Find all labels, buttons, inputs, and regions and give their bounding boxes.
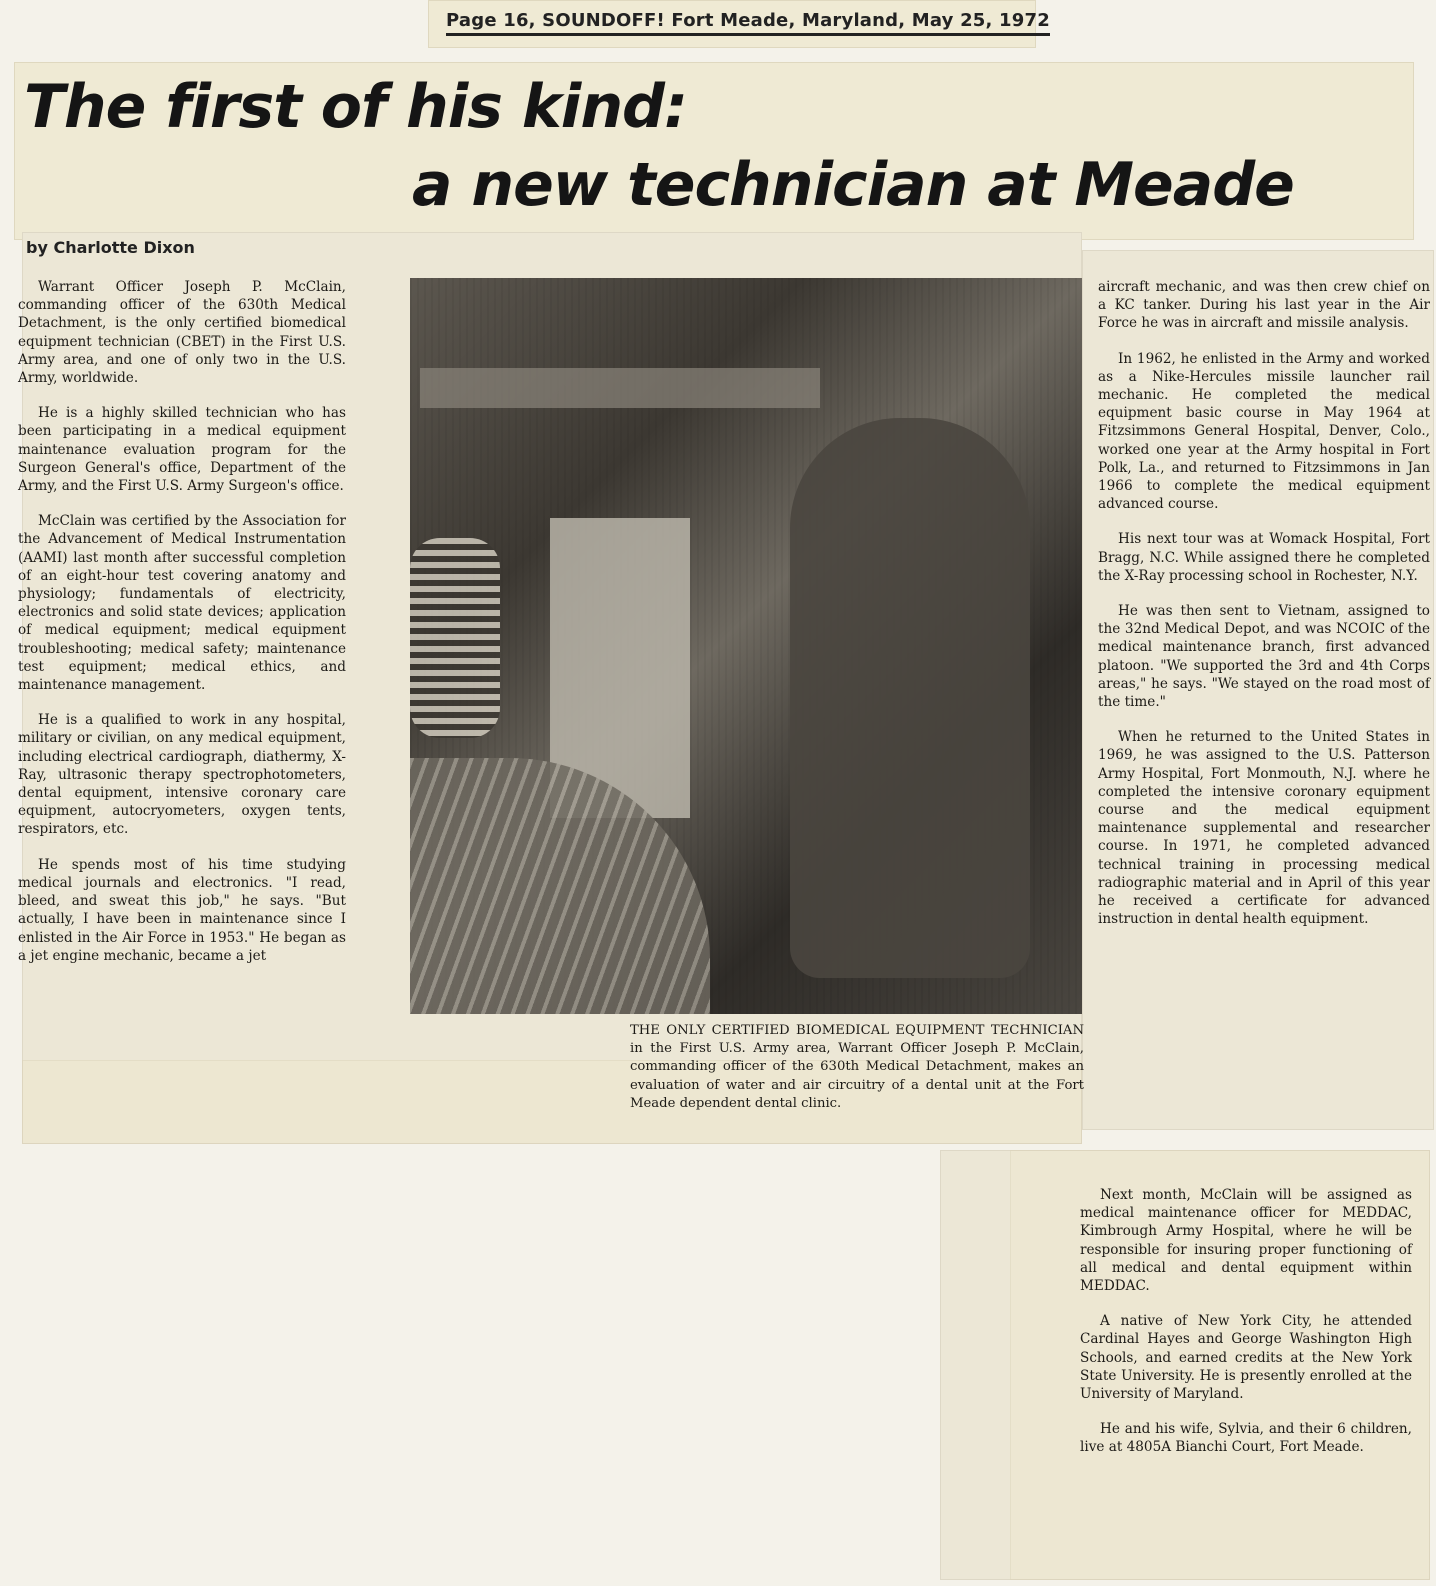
column-1-paragraph: He is a highly skilled technician who has been participating in a medical equipment maintenance evaluation program for the Surgeon General's office, Department of the Army, and the First U.S. Army Surgeon's office. <box>18 405 346 495</box>
column-1-paragraph: He spends most of his time studying medical journals and electronics. "I read, bleed, and sweat this job," he says. "But actually, I have been in maintenance since I enlisted in the Air Force in 1953." He began as a jet engine mechanic, became a jet <box>18 856 346 964</box>
column-4-paragraph: A native of New York City, he attended Cardinal Hayes and George Washington High Schools, and earned credits at the New York State University. He is presently enrolled at the University of Maryland. <box>1080 1313 1412 1403</box>
byline: by Charlotte Dixon <box>26 238 195 257</box>
article-column-1 <box>18 278 346 982</box>
column-1-paragraph: Warrant Officer Joseph P. McClain, commanding officer of the 630th Medical Detachment, is the only certified biomedical equipment technician (CBET) in the First U.S. Army area, and one of only two in the U.S. Army, worldwide. <box>18 279 346 387</box>
column-3-paragraph: He was then sent to Vietnam, assigned to the 32nd Medical Depot, and was NCOIC of the medical maintenance branch, first advanced platoon. "We supported the 3rd and 4th Corps areas," he says. "We stayed on the road most of the time." <box>1098 603 1430 711</box>
column-3-paragraph: His next tour was at Womack Hospital, Fort Bragg, N.C. While assigned there he completed the X-Ray processing school in Rochester, N.Y. <box>1098 531 1430 584</box>
column-1-paragraph: He is a qualified to work in any hospital, military or civilian, on any medical equipment, including electrical cardiograph, diathermy, X-Ray, ultrasonic therapy spectrophotometers, dental equipment, intensive coronary care equipment, autocryometers, oxygen tents, respirators, etc. <box>18 712 346 838</box>
column-1-paragraph: McClain was certified by the Association for the Advancement of Medical Instrumentation (AAMI) last month after successful completion of an eight-hour test covering anatomy and physiology; fundamentals of electricity, electronics and solid state devices; application of medical equipment; medical equipment troubleshooting; medical safety; maintenance test equipment; medical ethics, and maintenance management. <box>18 513 346 694</box>
column-3-paragraph: aircraft mechanic, and was then crew chief on a KC tanker. During his last year in the Air Force he was in aircraft and missile analysis. <box>1098 279 1430 332</box>
photo-equipment-frame <box>420 368 820 408</box>
column-4-paragraph: He and his wife, Sylvia, and their 6 children, live at 4805A Bianchi Court, Fort Meade. <box>1080 1421 1412 1456</box>
headline-line-2: a new technician at Meade <box>412 150 1294 220</box>
photo-coiled-tube <box>410 538 500 738</box>
article-column-4 <box>1080 1186 1412 1474</box>
dateline: Page 16, SOUNDOFF! Fort Meade, Maryland, May 25, 1972 <box>446 10 1050 36</box>
column-3-paragraph: In 1962, he enlisted in the Army and worked as a Nike-Hercules missile launcher rail mechanic. He completed the medical equipment basic course in May 1964 at Fitzsimmons General Hospital, Denver, Colo., worked one year at the Army hospital in Fort Polk, La., and returned to Fitzsimmons in Jan 1966 to complete the medical equipment advanced course. <box>1098 350 1430 513</box>
headline-line-1: The first of his kind: <box>24 72 687 142</box>
photo-technician <box>790 418 1030 978</box>
photo-caption: THE ONLY CERTIFIED BIOMEDICAL EQUIPMENT TECHNICIAN in the First U.S. Army area, Warrant Officer Joseph P. McClain, commanding officer of the 630th Medical Detachment, makes an evaluation of water and air circuitry of a dental unit at the Fort Meade dependent dental clinic. <box>630 1023 1084 1111</box>
column-3-paragraph: When he returned to the United States in 1969, he was assigned to the U.S. Patterson Army Hospital, Fort Monmouth, N.J. where he completed the intensive coronary equipment course and the medical equipment maintenance supplemental and researcher course. In 1971, he completed advanced technical training in processing medical radiographic material and in April of this year he received a certificate for advanced instruction in dental health equipment. <box>1098 729 1430 928</box>
column-4-paragraph: Next month, McClain will be assigned as medical maintenance officer for MEDDAC, Kimbrough Army Hospital, where he will be responsible for insuring proper functioning of all medical and dental equipment within MEDDAC. <box>1080 1187 1412 1295</box>
article-column-3 <box>1098 278 1430 946</box>
article-photo <box>410 278 1082 1014</box>
